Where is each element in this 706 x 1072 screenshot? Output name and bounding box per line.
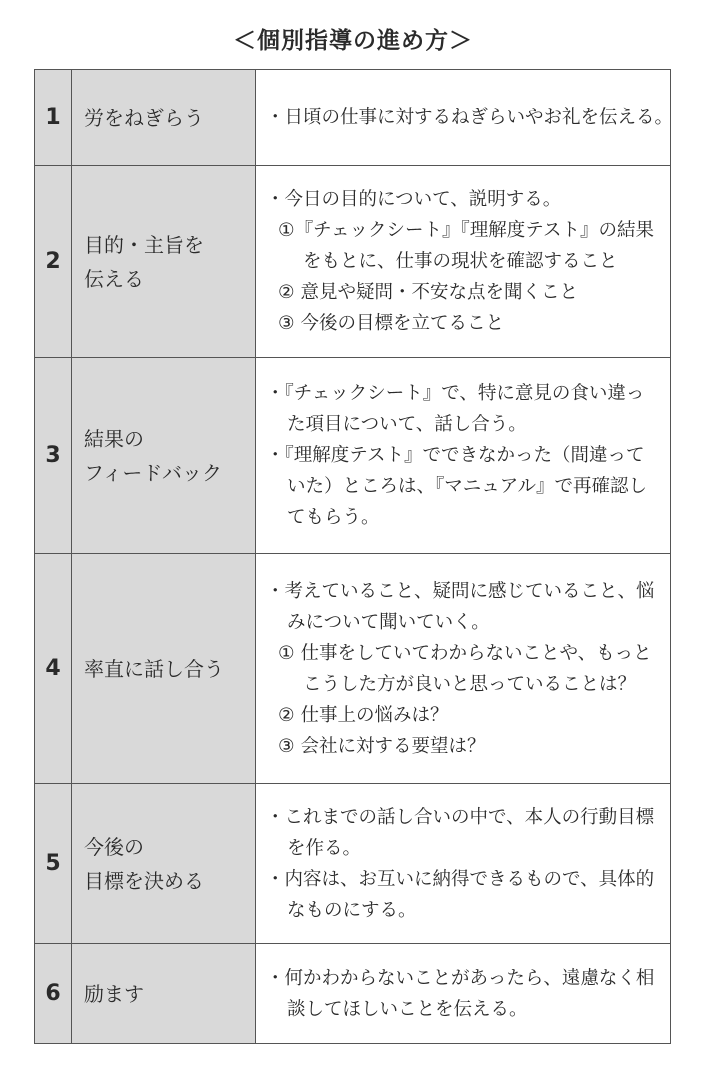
- description-line: 談してほしいことを伝える。: [287, 998, 528, 1020]
- step-row: [35, 944, 671, 1044]
- step-row: [35, 70, 671, 166]
- description-line: ・これまでの話し合いの中で、本人の行動目標: [266, 806, 655, 828]
- description-line: ② 意見や疑問・不安な点を聞くこと: [278, 282, 578, 303]
- step-title: [72, 166, 256, 358]
- step-row: [35, 358, 671, 554]
- step-number: 5: [35, 784, 72, 944]
- step-title: [72, 358, 256, 554]
- step-title-line: 目的・主旨を: [84, 232, 204, 257]
- step-number: 2: [35, 166, 72, 358]
- step-number: 6: [35, 944, 72, 1044]
- step-number: 3: [35, 358, 72, 554]
- step-number: 4: [35, 554, 72, 784]
- description-line: ・『理解度テスト』でできなかった（間違って: [266, 445, 645, 466]
- step-row: [35, 784, 671, 944]
- description-line: ・日頃の仕事に対するねぎらいやお礼を伝える。: [266, 107, 674, 128]
- description-line: ・今日の目的について、説明する。: [266, 189, 562, 210]
- description-line: ・『チェックシート』で、特に意見の食い違っ: [266, 383, 645, 404]
- step-title-line: 今後の: [84, 834, 144, 859]
- step-title: [72, 944, 256, 1044]
- step-title: [72, 784, 256, 944]
- description-line: ③ 会社に対する要望は？: [278, 735, 486, 757]
- step-description: [256, 358, 671, 554]
- steps-table-body: [35, 70, 674, 1044]
- step-title: [72, 554, 256, 784]
- step-title-line: 伝える: [84, 266, 144, 291]
- description-line: を作る。: [287, 837, 362, 859]
- description-line: こうした方が良いと思っていることは？: [303, 673, 637, 695]
- description-line: をもとに、仕事の現状を確認すること: [303, 251, 618, 272]
- description-line: ② 仕事上の悩みは？: [278, 704, 449, 726]
- description-line: なものにする。: [287, 899, 417, 921]
- step-description: [256, 70, 674, 166]
- description-line: ・考えていること、疑問に感じていること、悩: [266, 580, 655, 602]
- step-title-line: フィードバック: [84, 460, 222, 485]
- step-title-line: 励ます: [84, 981, 144, 1006]
- step-row: [35, 166, 671, 358]
- description-line: みについて聞いていく。: [287, 611, 490, 633]
- step-description: [256, 554, 671, 784]
- step-description: [256, 784, 671, 944]
- step-row: [35, 554, 671, 784]
- description-line: た項目について、話し合う。: [287, 414, 527, 435]
- step-title-line: 労をねぎらう: [84, 105, 204, 130]
- guidance-steps-table: [34, 69, 674, 1044]
- step-title-line: 率直に話し合う: [84, 656, 224, 681]
- step-title-line: 目標を決める: [84, 868, 204, 893]
- description-line: ① 仕事をしていてわからないことや、もっと: [278, 642, 652, 664]
- description-line: てもらう。: [287, 507, 380, 528]
- step-description: [256, 944, 671, 1044]
- step-title: [72, 70, 256, 166]
- description-line: ①『チェックシート』『理解度テスト』の結果: [278, 220, 655, 241]
- step-number: 1: [35, 70, 72, 166]
- description-line: ③ 今後の目標を立てること: [278, 313, 504, 334]
- description-line: ・何かわからないことがあったら、遠慮なく相: [266, 967, 655, 989]
- description-line: ・内容は、お互いに納得できるもので、具体的: [266, 868, 655, 890]
- description-line: いた）ところは、『マニュアル』で再確認し: [287, 476, 648, 497]
- step-title-line: 結果の: [84, 426, 144, 451]
- page-title: ＜個別指導の進め方＞: [233, 28, 473, 54]
- step-description: [256, 166, 671, 358]
